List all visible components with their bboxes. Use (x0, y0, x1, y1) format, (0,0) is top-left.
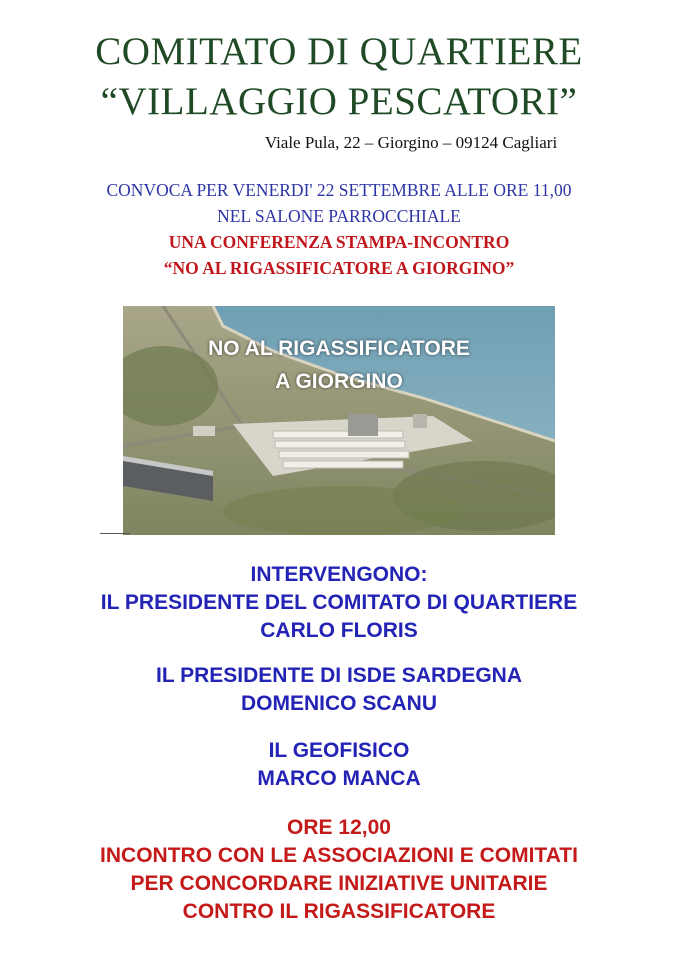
page-title-line-2: “VILLAGGIO PESCATORI” (100, 80, 578, 123)
second-event-line-1: INCONTRO CON LE ASSOCIAZIONI E COMITATI (100, 844, 578, 867)
second-event-line-2: PER CONCORDARE INIZIATIVE UNITARIE (130, 872, 548, 895)
address: Viale Pula, 22 – Giorgino – 09124 Cagliari (264, 133, 558, 152)
speakers-heading: INTERVENGONO: (250, 563, 428, 586)
announcement-line-3: UNA CONFERENZA STAMPA-INCONTRO (168, 232, 510, 252)
second-event-time: ORE 12,00 (287, 816, 391, 839)
speaker-2-name: DOMENICO SCANU (240, 692, 437, 715)
divider (100, 533, 130, 534)
speaker-3-name: MARCO MANCA (257, 767, 421, 790)
announcement-line-4: “NO AL RIGASSIFICATORE A GIORGINO” (163, 258, 515, 278)
announcement-line-1: CONVOCA PER VENERDI' 22 SETTEMBRE ALLE ORE 11,00 (106, 180, 572, 200)
photo-caption-line-2: A GIORGINO (275, 370, 403, 393)
announcement-line-2: NEL SALONE PARROCCHIALE (217, 206, 461, 226)
speaker-1-role: IL PRESIDENTE DEL COMITATO DI QUARTIERE (100, 591, 578, 614)
speaker-2-role: IL PRESIDENTE DI ISDE SARDEGNA (155, 664, 522, 687)
speaker-1-name: CARLO FLORIS (260, 619, 418, 642)
second-event-line-3: CONTRO IL RIGASSIFICATORE (182, 900, 496, 923)
photo-caption-line-1: NO AL RIGASSIFICATORE (208, 337, 470, 360)
speaker-3-role: IL GEOFISICO (268, 739, 410, 762)
page-title-line-1: COMITATO DI QUARTIERE (95, 30, 583, 73)
photo-caption (123, 332, 555, 398)
aerial-photo (123, 306, 555, 535)
